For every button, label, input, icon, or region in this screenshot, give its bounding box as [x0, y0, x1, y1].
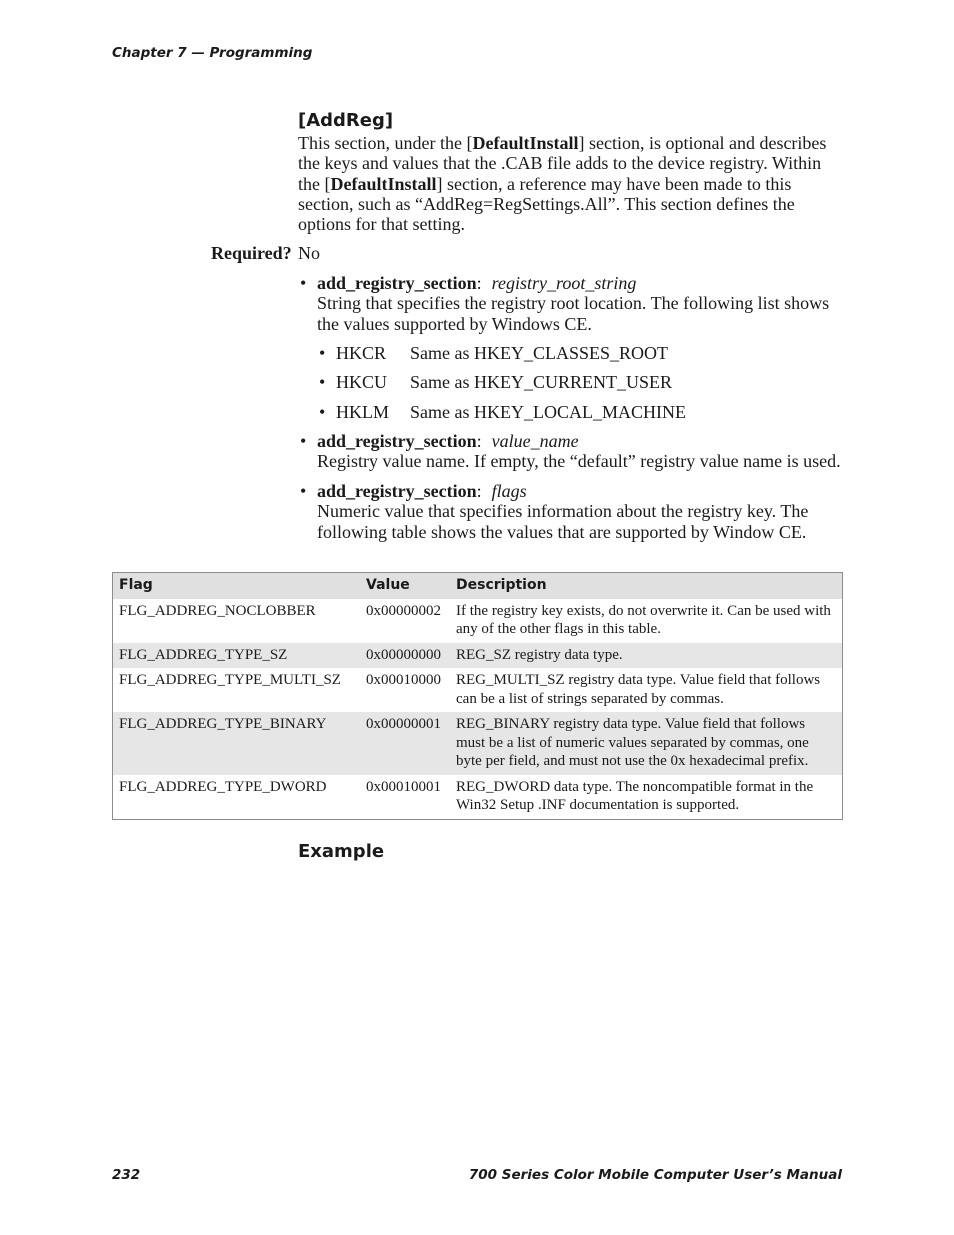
table-row	[113, 643, 843, 669]
flag-cell: FLG_ADDREG_TYPE_MULTI_SZ	[119, 672, 341, 688]
bullet-icon: •	[319, 343, 326, 363]
bullet-icon: •	[300, 481, 307, 501]
table-header-row	[113, 573, 843, 599]
description-cell: REG_DWORD data type. The noncompatible format in the Win32 Setup .INF documentation is supported.	[456, 778, 814, 813]
bullet-term: add_registry_section	[317, 431, 477, 451]
bullet-item: • add_registry_section: value_name Registry value name. If empty, the “default” registry value name is used.	[300, 431, 841, 472]
value-cell: 0x00010001	[366, 778, 441, 795]
bullet-description: Numeric value that specifies information about the registry key. The following table shows the values that are supported by Window CE.	[317, 501, 809, 542]
bullet-icon: •	[319, 372, 326, 392]
bullet-item: • add_registry_section: registry_root_string String that specifies the registry root location. The following list shows the values supported by Windows CE.	[300, 273, 830, 334]
value-cell: 0x00000001	[360, 712, 450, 775]
bullet-description: String that specifies the registry root location. The following list shows the values supported by Windows CE.	[317, 293, 830, 334]
section-intro: This section, under the [DefaultInstall] section, is optional and describes the keys and values that the .CAB file adds to the device registry. Within the [DefaultInstall] section, a reference may have been made to this section, such as “AddReg=RegSettings.All”. This section defines the options for that setting.	[298, 133, 827, 235]
value-cell: 0x00000002	[366, 602, 441, 619]
bullet-param: value_name	[491, 431, 579, 451]
bullet-item: • add_registry_section: flags Numeric value that specifies information about the registry key. The following table shows the values that are supported by Window CE.	[300, 481, 809, 542]
manual-title: 700 Series Color Mobile Computer User’s Manual	[468, 1167, 842, 1183]
root-code: HKLM	[336, 402, 389, 422]
default-install-term: DefaultInstall	[472, 133, 579, 153]
bullet-icon: •	[300, 273, 307, 293]
bullet-term: add_registry_section	[317, 481, 477, 501]
root-description: Same as HKEY_CURRENT_USER	[410, 372, 672, 392]
default-install-term: DefaultInstall	[330, 173, 437, 194]
root-description: Same as HKEY_LOCAL_MACHINE	[410, 402, 686, 422]
value-cell: 0x00010000	[366, 672, 441, 688]
table-row	[113, 775, 843, 820]
table-row	[113, 712, 843, 775]
required-value: No	[298, 243, 320, 263]
example-heading: Example	[298, 841, 385, 862]
flag-cell: FLG_ADDREG_TYPE_DWORD	[119, 778, 327, 795]
required-label: Required?	[211, 243, 292, 263]
page-number: 232	[112, 1167, 141, 1183]
flag-cell: FLG_ADDREG_NOCLOBBER	[119, 602, 316, 619]
section-title: [AddReg]	[298, 110, 394, 131]
running-header: Chapter 7 — Programming	[112, 45, 313, 61]
column-header-value: Value	[360, 573, 450, 599]
root-code: HKCR	[336, 343, 387, 363]
table-row	[113, 668, 843, 712]
bullet-param: flags	[491, 481, 527, 501]
bullet-icon: •	[319, 402, 326, 422]
description-cell: REG_BINARY registry data type. Value field that follows must be a list of numeric values separated by commas, one byte per field, and must not use the 0x hexadecimal prefix.	[450, 712, 843, 775]
flag-cell: FLG_ADDREG_TYPE_BINARY	[113, 712, 361, 775]
root-description: Same as HKEY_CLASSES_ROOT	[410, 343, 669, 363]
root-code: HKCU	[336, 372, 388, 392]
flag-cell: FLG_ADDREG_TYPE_SZ	[113, 643, 361, 669]
bullet-description: Registry value name. If empty, the “default” registry value name is used.	[317, 451, 841, 472]
column-header-description: Description	[450, 573, 843, 599]
bullet-term: add_registry_section	[317, 273, 477, 293]
description-cell: If the registry key exists, do not overwrite it. Can be used with any of the other flags in this table.	[456, 602, 831, 637]
value-cell: 0x00000000	[360, 643, 450, 669]
column-header-flag: Flag	[113, 573, 361, 599]
bullet-icon: •	[300, 431, 307, 451]
table-row	[113, 599, 843, 643]
flags-table	[112, 572, 843, 820]
description-cell: REG_SZ registry data type.	[450, 643, 843, 669]
description-cell: REG_MULTI_SZ registry data type. Value field that follows can be a list of strings separated by commas.	[456, 672, 821, 707]
bullet-param: registry_root_string	[491, 273, 637, 293]
